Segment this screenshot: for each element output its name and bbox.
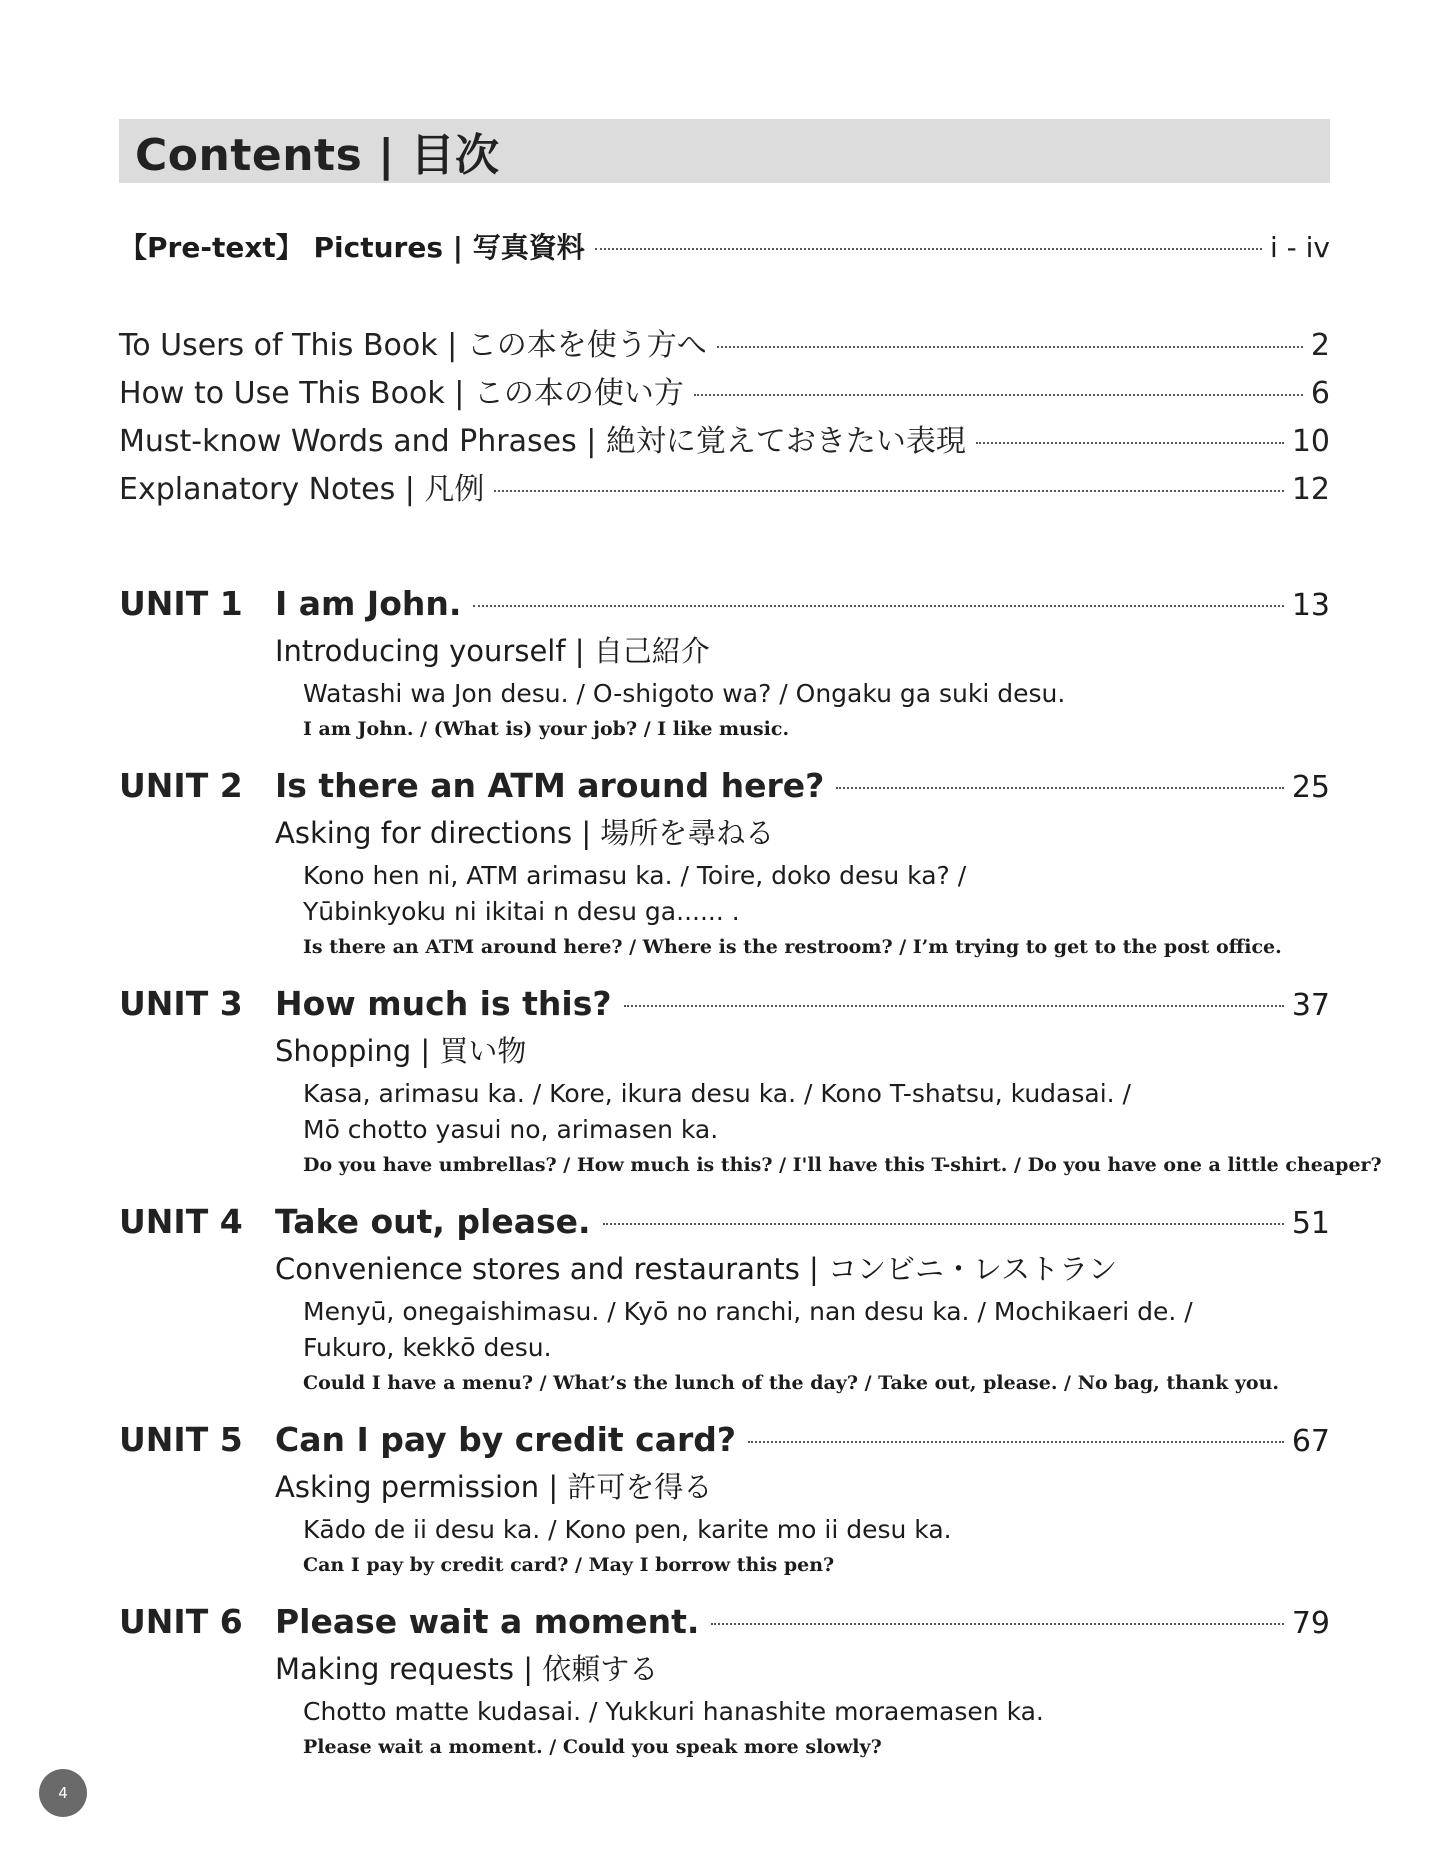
unit-english: I am John. / (What is) your job? / I like music. — [303, 718, 790, 740]
romaji-line: Kono hen ni, ATM arimasu ka. / Toire, doko desu ka? / — [303, 861, 967, 890]
unit-label: UNIT 2 — [119, 766, 243, 805]
unit-romaji — [303, 1076, 1330, 1148]
unit-english: Is there an ATM around here? / Where is the restroom? / I’m trying to get to the post office. — [303, 936, 1282, 958]
unit-heading[interactable] — [119, 1602, 1330, 1641]
unit-subtitle: Making requests | 依頼する — [275, 1652, 659, 1686]
toc-entry-how-to-use[interactable] — [119, 368, 1330, 412]
page-number-badge — [39, 1769, 87, 1817]
unit-title: Take out, please. — [275, 1202, 591, 1241]
toc-entry-label: To Users of This Book | この本を使う方へ — [119, 328, 707, 363]
unit-1 — [119, 584, 1330, 740]
toc-entry-page: 12 — [1291, 472, 1330, 507]
romaji-line: Yūbinkyoku ni ikitai n desu ga...... . — [303, 897, 740, 926]
unit-english: Do you have umbrellas? / How much is this? / I'll have this T-shirt. / Do you have one a little cheaper? — [303, 1154, 1382, 1176]
unit-title: Can I pay by credit card? — [275, 1420, 737, 1459]
toc-entry-page: 2 — [1310, 328, 1330, 363]
unit-2 — [119, 766, 1330, 958]
page-title: Contents | 目次 — [135, 130, 500, 181]
unit-subtitle: Asking permission | 許可を得る — [275, 1470, 713, 1504]
unit-page: 13 — [1291, 588, 1330, 623]
unit-heading[interactable] — [119, 1420, 1330, 1459]
page-number: 4 — [58, 1784, 68, 1802]
unit-title: I am John. — [275, 584, 462, 623]
toc-entry-label: 【Pre-text】 Pictures | 写真資料 — [119, 231, 585, 264]
toc-entry-to-users[interactable] — [119, 320, 1330, 364]
unit-english: Please wait a moment. / Could you speak more slowly? — [303, 1736, 882, 1758]
unit-4 — [119, 1202, 1330, 1394]
unit-6 — [119, 1602, 1330, 1758]
dot-leader — [976, 442, 1284, 444]
unit-label: UNIT 4 — [119, 1202, 243, 1241]
dot-leader — [494, 490, 1283, 492]
dot-leader — [711, 1623, 1283, 1625]
romaji-line: Menyū, onegaishimasu. / Kyō no ranchi, nan desu ka. / Mochikaeri de. / — [303, 1297, 1193, 1326]
romaji-line: Chotto matte kudasai. / Yukkuri hanashite moraemasen ka. — [303, 1697, 1044, 1726]
unit-title: Please wait a moment. — [275, 1602, 700, 1641]
unit-heading[interactable] — [119, 984, 1330, 1023]
dot-leader — [748, 1441, 1284, 1443]
unit-label: UNIT 5 — [119, 1420, 243, 1459]
dot-leader — [694, 394, 1303, 396]
romaji-line: Mō chotto yasui no, arimasen ka. — [303, 1115, 719, 1144]
dot-leader — [473, 605, 1283, 607]
unit-heading[interactable] — [119, 584, 1330, 623]
unit-romaji — [303, 676, 1330, 712]
unit-label: UNIT 6 — [119, 1602, 243, 1641]
dot-leader — [624, 1005, 1284, 1007]
unit-english: Could I have a menu? / What’s the lunch of the day? / Take out, please. / No bag, thank you. — [303, 1372, 1280, 1394]
unit-subtitle: Convenience stores and restaurants | コンビニ・レストラン — [275, 1252, 1118, 1286]
unit-page: 37 — [1291, 988, 1330, 1023]
toc-entry-page: 6 — [1310, 376, 1330, 411]
contents-header — [119, 119, 1330, 183]
romaji-line: Kādo de ii desu ka. / Kono pen, karite mo ii desu ka. — [303, 1515, 952, 1544]
unit-page: 79 — [1291, 1606, 1330, 1641]
toc-entry-page: i - iv — [1269, 231, 1330, 264]
dot-leader — [717, 346, 1303, 348]
toc-entry-label: Explanatory Notes | 凡例 — [119, 472, 485, 507]
unit-title: Is there an ATM around here? — [275, 766, 825, 805]
unit-page: 67 — [1291, 1424, 1330, 1459]
toc-entry-pretext[interactable] — [119, 226, 1330, 266]
unit-romaji — [303, 858, 1330, 930]
unit-page: 25 — [1291, 770, 1330, 805]
unit-label: UNIT 1 — [119, 584, 243, 623]
unit-page: 51 — [1291, 1206, 1330, 1241]
dot-leader — [595, 248, 1262, 250]
unit-3 — [119, 984, 1382, 1176]
unit-5 — [119, 1420, 1330, 1576]
unit-title: How much is this? — [275, 984, 612, 1023]
unit-subtitle: Shopping | 買い物 — [275, 1034, 527, 1068]
unit-subtitle: Asking for directions | 場所を尋ねる — [275, 816, 775, 850]
toc-entry-page: 10 — [1291, 424, 1330, 459]
unit-heading[interactable] — [119, 1202, 1330, 1241]
unit-label: UNIT 3 — [119, 984, 243, 1023]
unit-heading[interactable] — [119, 766, 1330, 805]
dot-leader — [836, 787, 1284, 789]
romaji-line: Kasa, arimasu ka. / Kore, ikura desu ka. / Kono T-shatsu, kudasai. / — [303, 1079, 1131, 1108]
toc-entry-must-know[interactable] — [119, 416, 1330, 460]
unit-english: Can I pay by credit card? / May I borrow this pen? — [303, 1554, 835, 1576]
unit-romaji — [303, 1694, 1330, 1730]
unit-romaji — [303, 1294, 1330, 1366]
dot-leader — [603, 1223, 1284, 1225]
unit-subtitle: Introducing yourself | 自己紹介 — [275, 634, 710, 668]
toc-entry-label: How to Use This Book | この本の使い方 — [119, 376, 684, 411]
unit-romaji — [303, 1512, 1330, 1548]
toc-entry-notes[interactable] — [119, 464, 1330, 508]
romaji-line: Fukuro, kekkō desu. — [303, 1333, 552, 1362]
romaji-line: Watashi wa Jon desu. / O-shigoto wa? / Ongaku ga suki desu. — [303, 679, 1066, 708]
toc-entry-label: Must-know Words and Phrases | 絶対に覚えておきたい表現 — [119, 424, 966, 459]
